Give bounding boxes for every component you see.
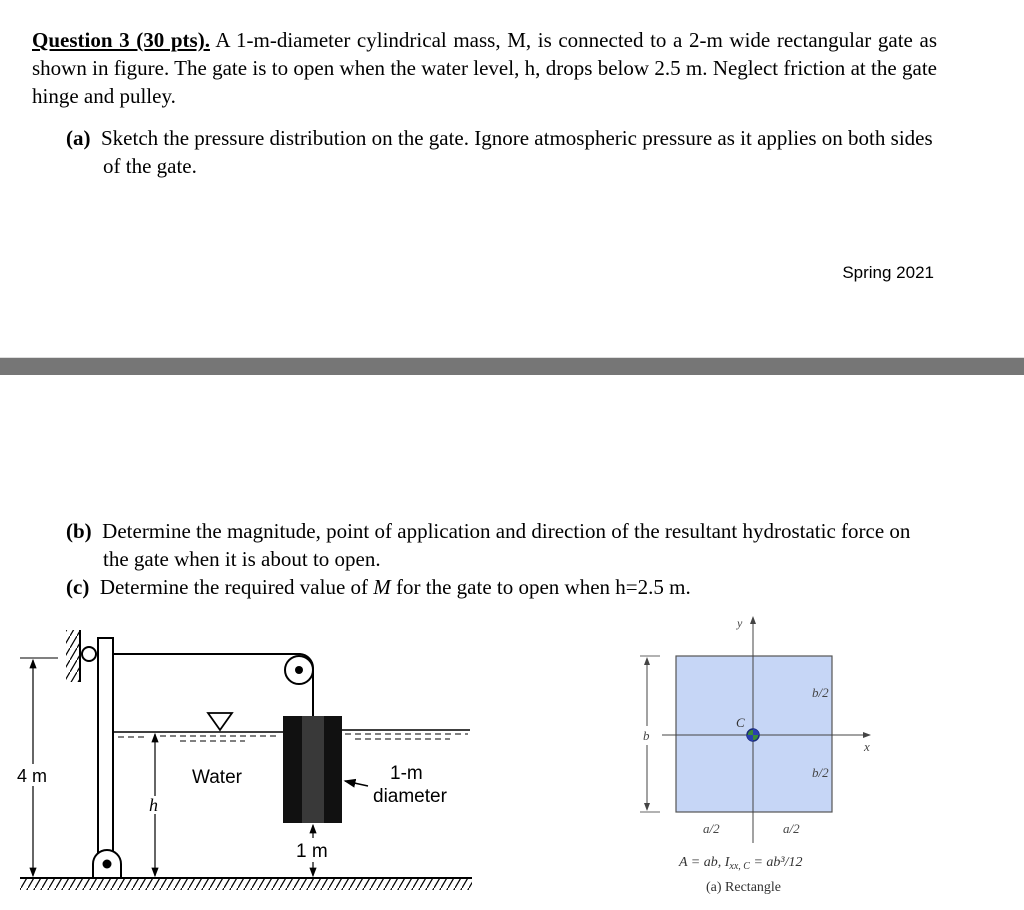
half-b-bottom: b/2 [812, 765, 829, 780]
rope [113, 654, 313, 717]
half-a-right: a/2 [783, 821, 800, 836]
part-b-label: (b) [66, 519, 92, 543]
gate [98, 638, 113, 878]
part-c-text: Determine the required value of [99, 575, 374, 599]
b-label: b [643, 728, 650, 743]
figure-caption: (a) Rectangle [706, 880, 782, 895]
h-label: h [149, 795, 158, 815]
part-c-label: (c) [66, 575, 90, 599]
half-b-top: b/2 [812, 685, 829, 700]
wall-hatch [66, 630, 80, 682]
water-label: Water [192, 767, 242, 788]
diameter-label-2: diameter [373, 786, 447, 807]
term-label: Spring 2021 [842, 263, 934, 282]
ground-hatch [20, 879, 472, 890]
part-c-text-end: for the gate to open when h=2.5 m. [390, 575, 691, 599]
part-c-var: M [373, 575, 391, 599]
diameter-arrow [345, 781, 368, 786]
question-body: A 1-m-diameter cylindrical mass, M, is connected to a 2-m wide rectangular gate as shown in figure. The gate is to open when the water level, h, drops below 2.5 m. Neglect friction at the gate hinge and pulley. [32, 28, 937, 108]
gate-figure [16, 630, 472, 890]
rectangle-figure [640, 616, 870, 895]
water-level-triangle [208, 713, 232, 730]
question-heading: Question 3 (30 pts). [32, 28, 210, 52]
height-label: 4 m [17, 766, 48, 786]
area-formula: A = ab, $I_{xx, C} = ab^3/12$ [679, 855, 803, 872]
gap-label: 1 m [296, 841, 328, 862]
diameter-label-1: 1-m [390, 763, 423, 784]
part-b-text: Determine the magnitude, point of application and direction of the resultant hydrostatic force on the gate when it is about to open. [102, 519, 911, 571]
y-label: y [737, 616, 743, 630]
centroid-label: C [736, 715, 745, 730]
roller [82, 647, 96, 661]
half-a-left: a/2 [703, 821, 720, 836]
x-label: x [864, 739, 870, 754]
part-a-text: Sketch the pressure distribution on the gate. Ignore atmospheric pressure as it applies on both sides of the gate. [101, 126, 933, 178]
part-a-label: (a) [66, 126, 91, 150]
